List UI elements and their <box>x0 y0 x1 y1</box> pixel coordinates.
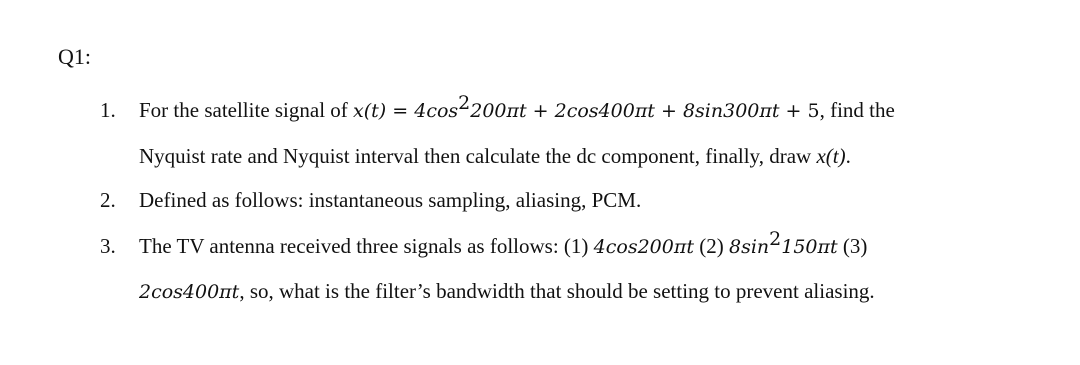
question-number-1: 1. <box>100 98 116 122</box>
question-1-text-c: Nyquist rate and Nyquist interval then calculate the dc component, finally, draw <box>139 144 817 168</box>
signal-2: 8sin <box>728 236 770 258</box>
draw-xt: x(t) <box>816 144 846 168</box>
term-4cos-exponent: 2 <box>458 92 471 114</box>
question-3-line-2 <box>139 278 875 305</box>
term-4cos: 4cos <box>414 100 459 122</box>
question-3-text-b: (2) <box>693 234 729 258</box>
question-heading: Q1: <box>58 44 91 69</box>
term-8sin: 8sin300πt <box>682 100 780 122</box>
question-2-line-1: Defined as follows: instantaneous sampling, aliasing, PCM. <box>139 188 642 212</box>
question-3-text-a: The TV antenna received three signals as follows: (1) <box>139 234 594 258</box>
signal-1: 4cos200πt <box>593 236 694 258</box>
plus-3: + <box>779 100 808 122</box>
question-number-2: 2. <box>100 188 116 212</box>
plus-1: + <box>526 100 555 122</box>
question-1-text-d: . <box>845 144 851 168</box>
question-1-text-a: For the satellite signal of <box>139 98 354 122</box>
term-5: 5 <box>807 100 820 122</box>
plus-2: + <box>654 100 683 122</box>
signal-2-exponent: 2 <box>769 228 782 250</box>
signal-xt: x(t) <box>353 100 387 122</box>
term-4cos-arg: 200πt <box>470 100 527 122</box>
question-1-line-2 <box>139 143 851 169</box>
question-1-text-b: , find the <box>819 98 895 122</box>
question-1-line-1 <box>139 92 895 124</box>
question-number-3: 3. <box>100 234 116 258</box>
question-3-text-d: , so, what is the filter’s bandwidth that should be setting to prevent aliasing. <box>239 279 875 303</box>
question-3-line-1 <box>139 228 868 260</box>
term-2cos: 2cos400πt <box>554 100 655 122</box>
equals-sign: = <box>386 100 415 122</box>
question-3-text-c: (3) <box>837 234 868 258</box>
signal-2-arg: 150πt <box>781 236 838 258</box>
signal-3: 2cos400πt <box>139 281 240 303</box>
